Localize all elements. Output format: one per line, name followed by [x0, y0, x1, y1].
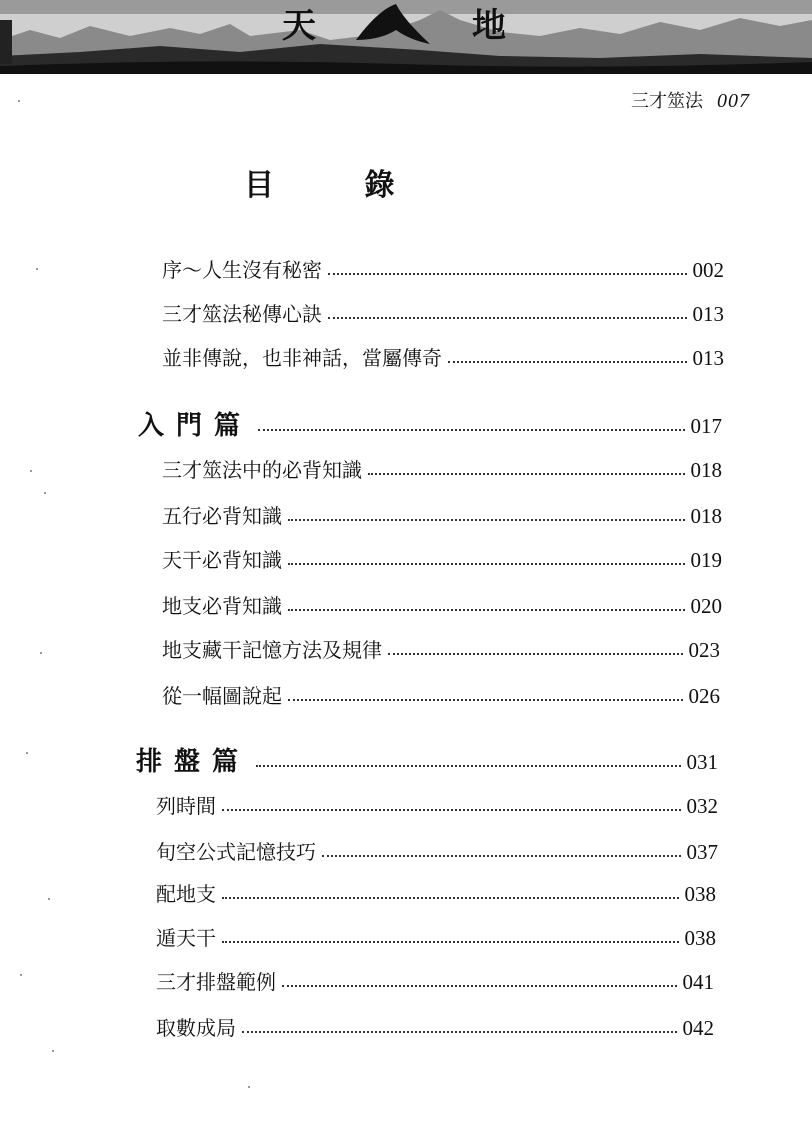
- toc-entry-label: 遁天干: [156, 926, 216, 950]
- toc-entry-label: 入門篇: [138, 411, 253, 441]
- toc-entry-label: 地支必背知識: [162, 594, 282, 618]
- toc-entry: [162, 344, 724, 372]
- dot-leader: [322, 855, 681, 857]
- toc-entry: [162, 456, 722, 484]
- toc-entry-page: 002: [692, 258, 724, 282]
- toc-entry-label: 並非傳說，也非神話，當屬傳奇: [162, 346, 442, 370]
- dot-leader: [328, 317, 687, 319]
- dot-leader: [328, 273, 687, 275]
- toc-entry-page: 019: [690, 548, 722, 572]
- toc-entry-page: 026: [688, 684, 720, 708]
- toc-entry-label: 從一幅圖說起: [162, 684, 282, 708]
- toc-entry-label: 序～人生沒有秘密: [162, 258, 322, 282]
- toc-entry: [156, 1014, 714, 1042]
- toc-entry-label: 三才排盤範例: [156, 970, 276, 994]
- toc-entry-page: 037: [686, 840, 718, 864]
- dot-leader: [222, 809, 681, 811]
- toc-entry-page: 038: [684, 882, 716, 906]
- toc-entry-page: 013: [692, 346, 724, 370]
- dot-leader: [288, 609, 685, 611]
- dot-leader: [288, 699, 683, 701]
- toc-section: [136, 748, 718, 776]
- toc-entry-page: 013: [692, 302, 724, 326]
- page-number: 007: [717, 90, 750, 112]
- toc-entry-page: 038: [684, 926, 716, 950]
- dot-leader: [282, 985, 677, 987]
- dot-leader: [388, 653, 683, 655]
- mountain-banner-graphic: [0, 0, 812, 88]
- toc-entry-page: 031: [686, 750, 718, 774]
- dot-leader: [368, 473, 685, 475]
- toc-entry-label: 地支藏干記憶方法及規律: [162, 638, 382, 662]
- toc-entry-label: 取數成局: [156, 1016, 236, 1040]
- toc-entry-label: 三才筮法中的必背知識: [162, 458, 362, 482]
- toc-entry-label: 天干必背知識: [162, 548, 282, 572]
- toc-entry-page: 032: [686, 794, 718, 818]
- toc-entry-label: 三才筮法秘傳心訣: [162, 302, 322, 326]
- toc-entry: [162, 300, 724, 328]
- toc-entry: [162, 256, 724, 284]
- toc-entry: [156, 880, 716, 908]
- toc-entry-page: 020: [690, 594, 722, 618]
- book-title: 三才筮法: [631, 91, 703, 112]
- toc-entry-label: 配地支: [156, 882, 216, 906]
- toc-section: [138, 412, 722, 440]
- dot-leader: [448, 361, 687, 363]
- toc-entry-label: 排盤篇: [136, 747, 251, 777]
- dot-leader: [256, 765, 680, 767]
- banner-char-heaven: 天: [282, 6, 316, 46]
- dot-leader: [242, 1031, 677, 1033]
- dot-leader: [222, 897, 679, 899]
- toc-entry: [162, 502, 722, 530]
- toc-entry: [156, 838, 718, 866]
- dot-leader: [258, 429, 684, 431]
- toc-entry-page: 042: [682, 1016, 714, 1040]
- toc-entry: [162, 682, 720, 710]
- toc-entry: [156, 792, 718, 820]
- toc-entry: [162, 636, 720, 664]
- toc-entry-page: 017: [690, 414, 722, 438]
- running-head: [631, 88, 750, 115]
- toc-entry-page: 023: [688, 638, 720, 662]
- dot-leader: [222, 941, 679, 943]
- toc-entry-page: 018: [690, 458, 722, 482]
- toc-entry-label: 五行必背知識: [162, 504, 282, 528]
- toc-entry-label: 列時間: [156, 794, 216, 818]
- toc-entry-page: 018: [690, 504, 722, 528]
- header-banner: [0, 0, 812, 88]
- toc-entry: [162, 592, 722, 620]
- dot-leader: [288, 519, 685, 521]
- toc-entry: [156, 968, 714, 996]
- banner-char-earth: 地: [472, 6, 506, 46]
- toc-title: 目 錄: [244, 168, 435, 203]
- toc-entry-page: 041: [682, 970, 714, 994]
- toc-entry: [162, 546, 722, 574]
- toc-entry-label: 旬空公式記憶技巧: [156, 840, 316, 864]
- toc-entry: [156, 924, 716, 952]
- dot-leader: [288, 563, 685, 565]
